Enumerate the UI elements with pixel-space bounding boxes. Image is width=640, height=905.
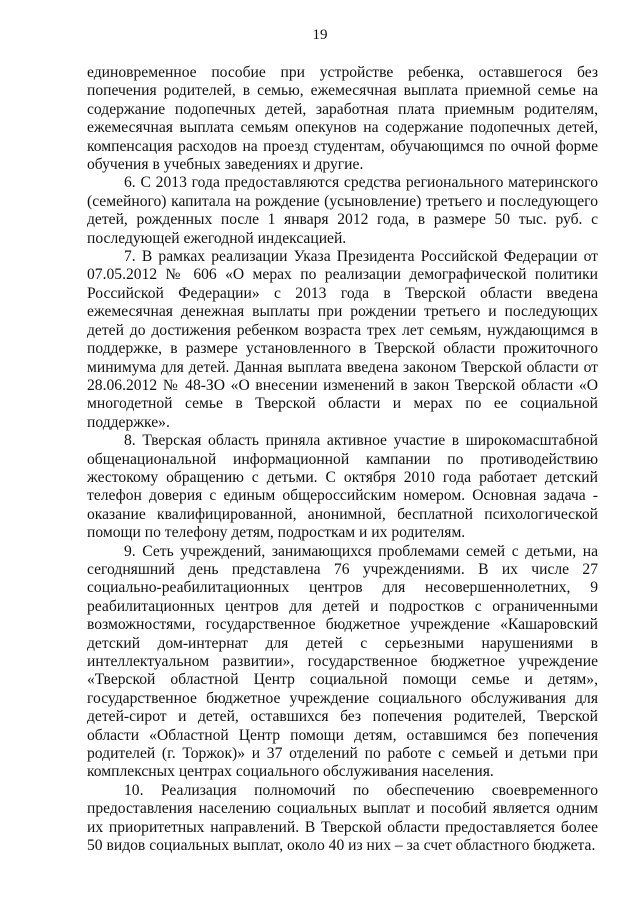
- paragraph-9: 9. Сеть учреждений, занимающихся проблемами семей с детьми, на сегодняшний день представлена 76 учреждениями. В их числе 27 социально-реабилитационных центров для несовершеннолетних, 9 реабилитационных центров для детей и подростков с ограниченными возможностями, государственное бюджетное учреждение «Кашаровский детский дом-интернат для детей с серьезными нарушениями в интеллектуальном развитии», государственное бюджетное учреждение «Тверской областной Центр социальной помощи семье и детям», государственное бюджетное учреждение социального обслуживания для детей-сирот и детей, оставшихся без попечения родителей, Тверской области «Областной Центр помощи детям, оставшимся без попечения родителей (г. Торжок)» и 37 отделений по работе с семьей и детьми при комплексных центрах социального обслуживания населения.: [87, 542, 598, 781]
- paragraph-7: 7. В рамках реализации Указа Президента Российской Федерации от 07.05.2012 № 606 «О мерах по реализации демографической политики Российской Федерации» с 2013 года в Тверской области введена ежемесячная денежная выплаты при рождении третьего и последующих детей до достижения ребенком возраста трех лет семьям, нуждающимся в поддержке, в размере установленного в Тверской области прожиточного минимума для детей. Данная выплата введена законом Тверской области от 28.06.2012 № 48-ЗО «О внесении изменений в закон Тверской области «О многодетной семье в Тверской области и мерах по ее социальной поддержке».: [87, 248, 598, 431]
- paragraph-6: 6. С 2013 года предоставляются средства регионального материнского (семейного) капитала на рождение (усыновление) третьего и последующего детей, рожденных после 1 января 2012 года, в размере 50 тыс. руб. с последующей ежегодной индексацией.: [87, 174, 598, 247]
- page-number: 19: [312, 27, 328, 43]
- document-body: [87, 64, 598, 855]
- paragraph-10: 10. Реализация полномочий по обеспечению своевременного предоставления населению социальных выплат и пособий является одним их приоритетных направлений. В Тверской области предоставляется более 50 видов социальных выплат, около 40 из них – за счет областного бюджета.: [87, 781, 598, 855]
- paragraph-8: 8. Тверская область приняла активное участие в широкомасштабной общенациональной информационной кампании по противодействию жестокому обращению с детьми. С октября 2010 года работает детский телефон доверия с единым общероссийским номером. Основная задача - оказание квалифицированной, анонимной, бесплатной психологической помощи по телефону детям, подросткам и их родителям.: [87, 432, 598, 542]
- paragraph-continuation: единовременное пособие при устройстве ребенка, оставшегося без попечения родителей, в семью, ежемесячная выплата приемной семье на содержание подопечных детей, заработная плата приемным родителям, ежемесячная выплата семьям опекунов на содержание подопечных детей, компенсация расходов на проезд студентам, обучающимся по очной форме обучения в учебных заведениях и другие.: [87, 64, 598, 174]
